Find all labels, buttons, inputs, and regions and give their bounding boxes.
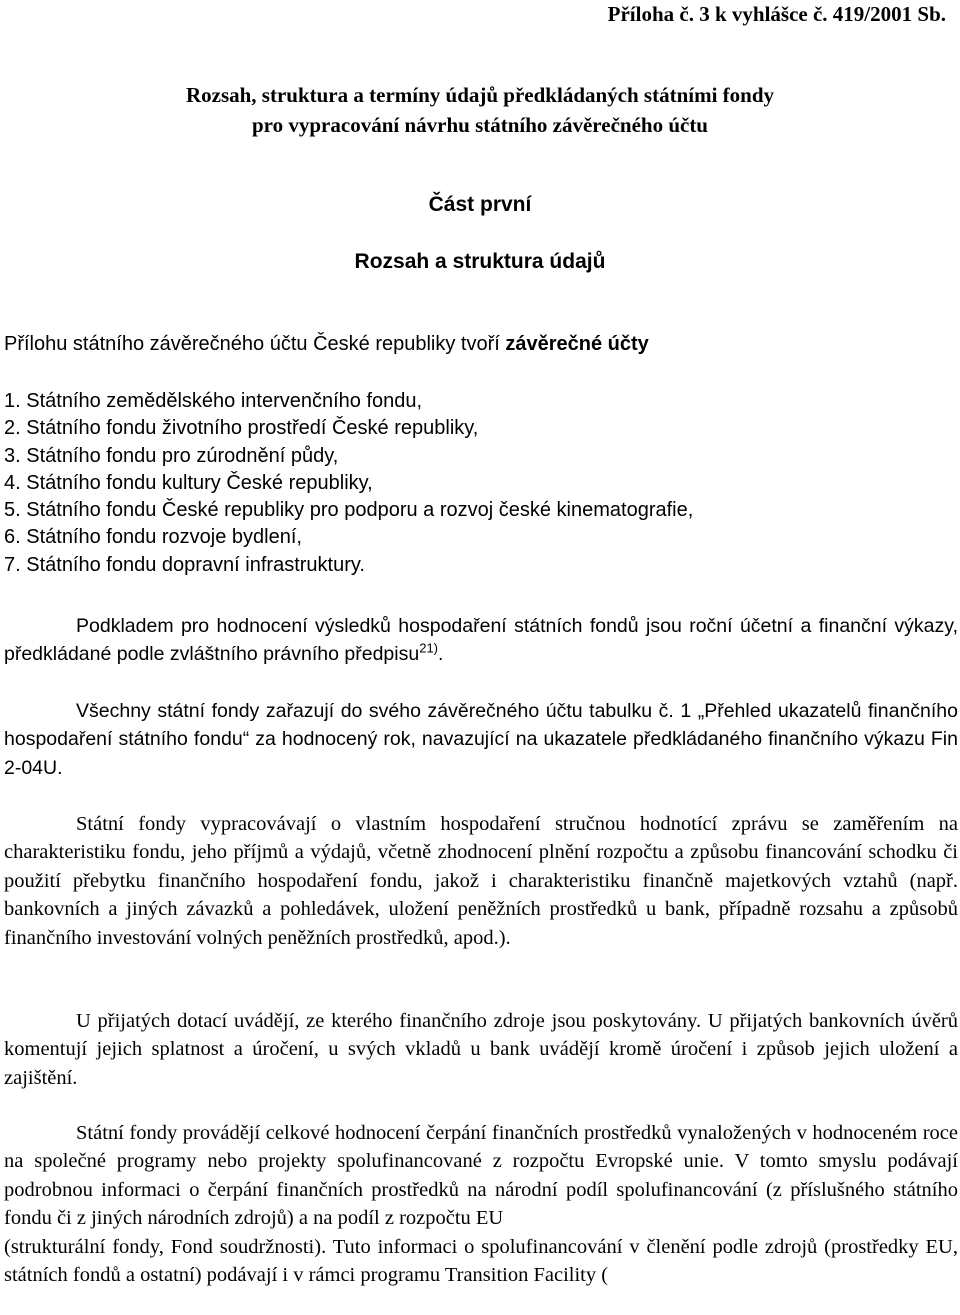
section-heading: Rozsah a struktura údajů <box>354 250 606 273</box>
title-line-2: pro vypracování návrhu státního závěrečného účtu <box>252 113 708 137</box>
paragraph-table: Všechny státní fondy zařazují do svého závěrečného účtu tabulku č. 1 „Přehled ukazatelů finančního hospodaření státního fondu“ za hodnocený rok, navazující na ukazatele předkládaného finančního výkazu Fin 2-04U. <box>4 700 958 779</box>
list-item: 3. Státního fondu pro zúrodnění půdy, <box>4 444 339 467</box>
title-line-1: Rozsah, struktura a termíny údajů předkládaných státními fondy <box>185 83 775 107</box>
list-item: 1. Státního zemědělského intervenčního fondu, <box>4 390 423 412</box>
list-item: 2. Státního fondu životního prostředí České republiky, <box>4 417 479 440</box>
intro-text: Přílohu státního závěrečného účtu České republiky tvoří <box>4 333 506 355</box>
annex-label: Příloha č. 3 k vyhlášce č. 419/2001 Sb. <box>607 2 946 26</box>
paragraph-eu-continued: (strukturální fondy, Fond soudržnosti). Tuto informaci o spolufinancování v členění podle zdrojů (prostředky EU, státních fondů a ostatní) podávají i v rámci programu Transition Facility ( <box>4 1235 958 1287</box>
paragraph-eu-text: Státní fondy provádějí celkové hodnocení čerpání finančních prostředků vynaložených v hodnoceném roce na společné programy nebo projekty spolufinancované z rozpočtu Evropské unie. V tomto smyslu podávají podrobnou informaci o čerpání finančních prostředků na národní podíl spolufinancování (z příslušného státního fondu či z jiných národních zdrojů) a na podíl z rozpočtu EU <box>4 1122 958 1230</box>
list-item: 4. Státního fondu kultury České republiky, <box>4 471 373 494</box>
paragraph-basis <box>4 612 958 669</box>
list-item: 7. Státního fondu dopravní infrastruktury. <box>4 553 365 576</box>
intro-bold: závěrečné účty <box>505 333 649 355</box>
paragraph-basis-end: . <box>438 643 444 666</box>
document-title <box>0 80 960 140</box>
paragraph-grants: U přijatých dotací uvádějí, ze kterého finančního zdroje jsou poskytovány. U přijatých bankovních úvěrů komentují jejich splatnost a úročení, u svých vkladů u bank uvádějí kromě úročení i způsob jejich uložení a zajištění. <box>4 1010 958 1089</box>
intro-sentence <box>4 333 649 356</box>
footnote-ref: 21) <box>419 640 439 656</box>
paragraph-eu <box>4 1119 958 1289</box>
paragraph-report: Státní fondy vypracovávají o vlastním hospodaření stručnou hodnotící zprávu se zaměřením na charakteristiku fondu, jeho příjmů a výdajů, včetně zhodnocení plnění rozpočtu a způsobu financování schodku či použití přebytku finančního hospodaření fondu, jakož i charakteristiku finančně majetkových vztahů (např. bankovních a jiných závazků a pohledávek, uložení peněžních prostředků u bank, případně rozsahu a způsobů finančního investování volných peněžních prostředků, apod.). <box>4 813 958 949</box>
paragraph-basis-text: Podkladem pro hodnocení výsledků hospodaření státních fondů jsou roční účetní a finanční výkazy, předkládané podle zvláštního právního předpisu <box>4 615 958 666</box>
part-heading: Část první <box>428 193 532 216</box>
list-item: 5. Státního fondu České republiky pro podporu a rozvoj české kinematografie, <box>4 499 694 522</box>
list-item: 6. Státního fondu rozvoje bydlení, <box>4 526 302 549</box>
funds-list <box>4 388 693 579</box>
